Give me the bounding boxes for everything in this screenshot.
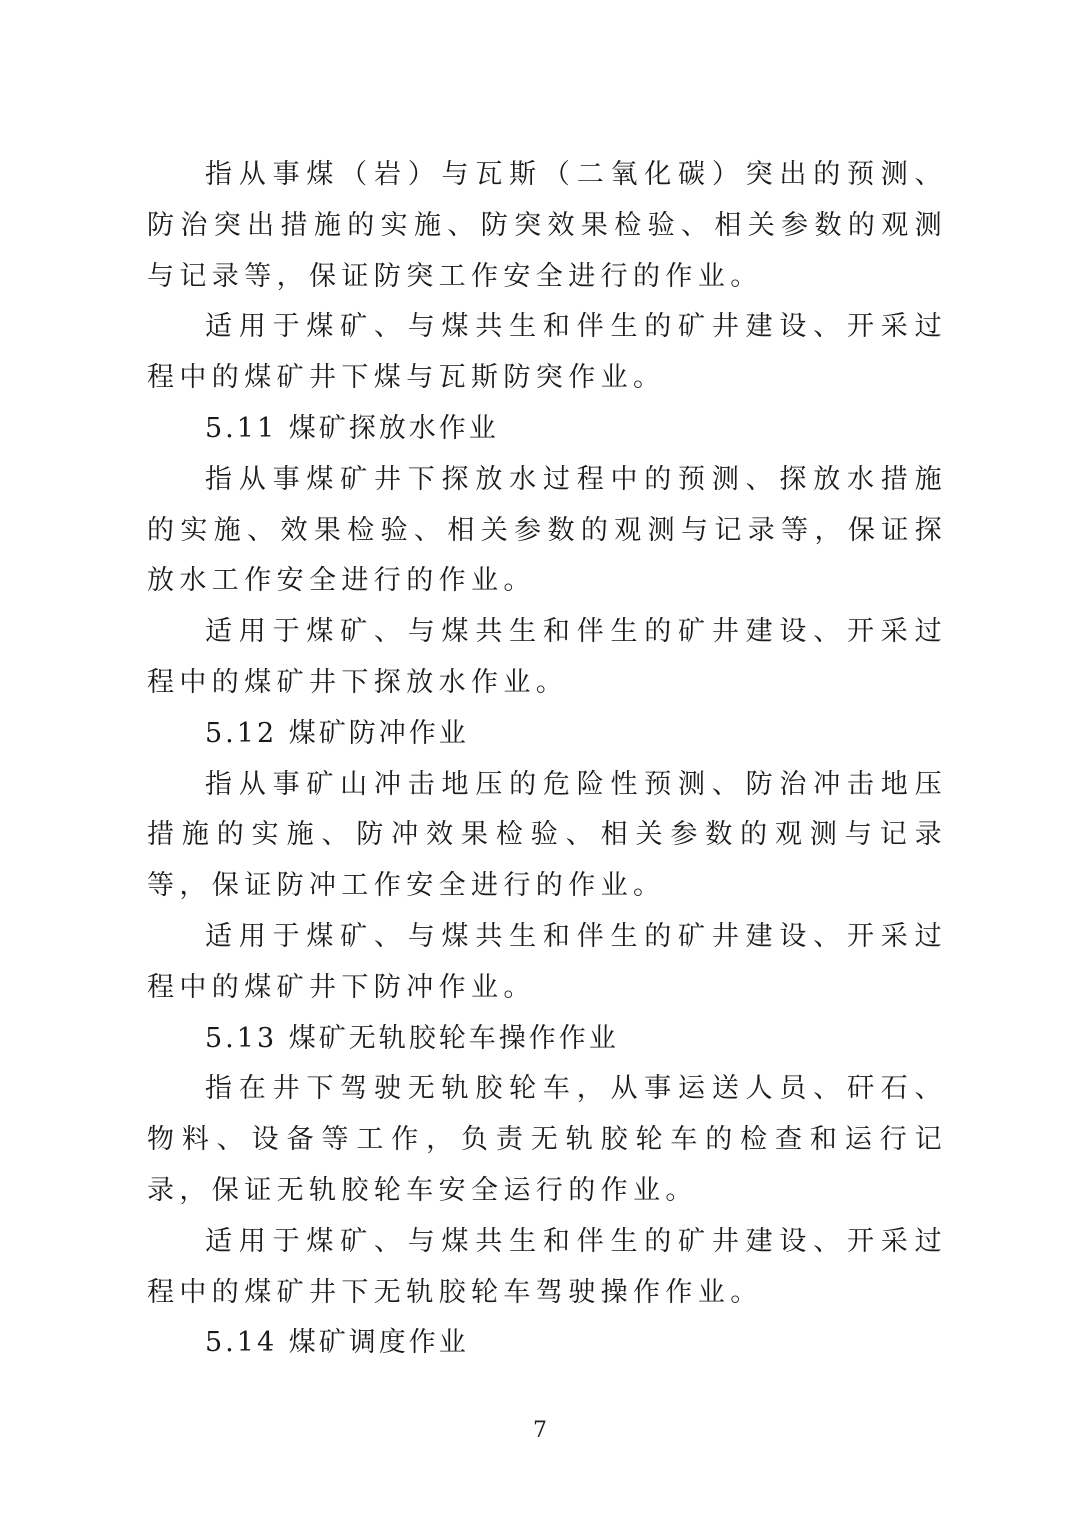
paragraph-vehicle-definition: 指在井下驾驶无轨胶轮车，从事运送人员、矸石、物料、设备等工作，负责无轨胶轮车的检查和运行记录，保证无轨胶轮车安全运行的作业。 xyxy=(147,1073,947,1206)
paragraph-water-definition: 指从事煤矿井下探放水过程中的预测、探放水措施的实施、效果检验、相关参数的观测与记录等，保证探放水工作安全进行的作业。 xyxy=(147,463,947,597)
paragraph-water-scope: 适用于煤矿、与煤共生和伴生的矿井建设、开采过程中的煤矿井下探放水作业。 xyxy=(147,616,947,698)
document-body xyxy=(147,150,947,1369)
paragraph-rockburst-definition: 指从事矿山冲击地压的危险性预测、防治冲击地压措施的实施、防冲效果检验、相关参数的观测与记录等，保证防冲工作安全进行的作业。 xyxy=(147,768,947,902)
section-heading-5-12: 5.12 煤矿防冲作业 xyxy=(205,717,469,749)
section-heading-5-14: 5.14 煤矿调度作业 xyxy=(205,1327,469,1359)
section-heading-5-13: 5.13 煤矿无轨胶轮车操作作业 xyxy=(205,1022,619,1054)
paragraph-outburst-definition: 指从事煤（岩）与瓦斯（二氧化碳）突出的预测、防治突出措施的实施、防突效果检验、相关参数的观测与记录等，保证防突工作安全进行的作业。 xyxy=(147,159,947,292)
paragraph-vehicle-scope: 适用于煤矿、与煤共生和伴生的矿井建设、开采过程中的煤矿井下无轨胶轮车驾驶操作作业。 xyxy=(147,1225,947,1308)
paragraph-outburst-scope: 适用于煤矿、与煤共生和伴生的矿井建设、开采过程中的煤矿井下煤与瓦斯防突作业。 xyxy=(147,311,947,394)
paragraph-rockburst-scope: 适用于煤矿、与煤共生和伴生的矿井建设、开采过程中的煤矿井下防冲作业。 xyxy=(147,920,947,1003)
section-heading-5-11: 5.11 煤矿探放水作业 xyxy=(205,412,499,444)
page-number: 7 xyxy=(533,1418,547,1443)
